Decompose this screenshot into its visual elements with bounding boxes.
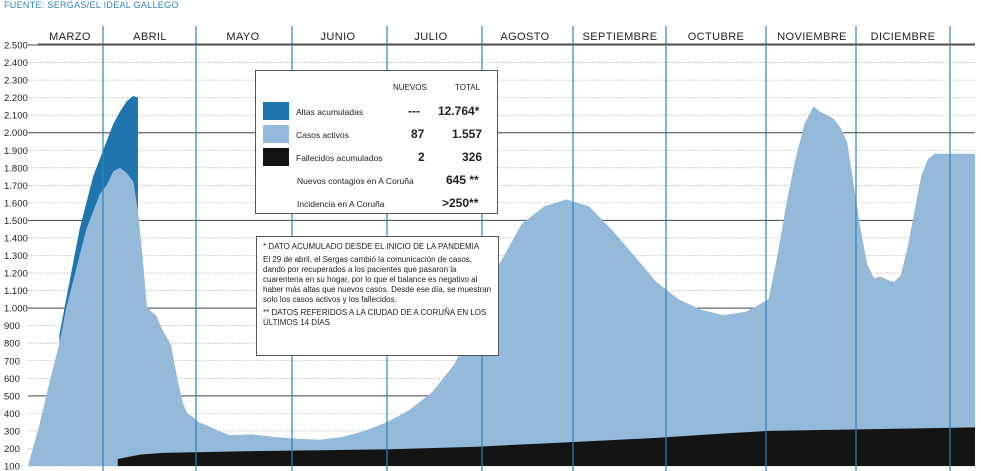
y-tick-label: 1.800 — [4, 163, 28, 175]
legend-total: >250** — [442, 196, 479, 210]
legend-total: 12.764* — [438, 104, 480, 118]
legend-row-fallecidos — [256, 148, 499, 168]
y-tick-label: 200 — [4, 443, 20, 455]
y-tick-label: 1.500 — [4, 215, 28, 227]
y-tick-label: 1.400 — [4, 233, 28, 245]
y-tick-label: 2.100 — [4, 110, 28, 122]
month-labels — [49, 31, 935, 43]
legend-box — [255, 70, 498, 214]
legend-nuevos: 87 — [411, 127, 425, 141]
month-label: NOVIEMBRE — [777, 31, 847, 43]
legend-label: Altas acumuladas — [296, 107, 364, 117]
legend-header-nuevos: NUEVOS — [393, 83, 427, 92]
legend-label: Fallecidos acumulados — [296, 153, 383, 163]
month-label: JULIO — [414, 31, 448, 43]
y-tick-label: 300 — [4, 426, 20, 438]
legend-row-incidencia — [256, 194, 499, 214]
legend-total: 645 ** — [446, 173, 479, 187]
y-tick-label: 1.300 — [4, 251, 28, 262]
month-label: ABRIL — [133, 31, 167, 43]
legend-nuevos: --- — [408, 104, 420, 118]
y-tick-label: 400 — [4, 408, 20, 420]
y-tick-label: 800 — [4, 338, 20, 350]
month-label: OCTUBRE — [687, 31, 745, 43]
legend-row-activos — [256, 125, 499, 145]
y-tick-label: 100 — [4, 461, 20, 471]
legend-label: Casos activos — [296, 130, 349, 140]
footnote-3: ** DATOS REFERIDOS A LA CIUDAD DE A CORUÑA EN LOS ÚLTIMOS 14 DÍAS — [263, 308, 487, 327]
legend-swatch-activos — [263, 125, 289, 143]
y-tick-label: 2.300 — [4, 75, 28, 87]
month-label: MAYO — [226, 31, 260, 43]
y-tick-label: 500 — [4, 391, 20, 403]
legend-nuevos: 2 — [418, 150, 425, 164]
series-casos-activos — [28, 106, 975, 466]
month-label: AGOSTO — [500, 31, 550, 43]
y-tick-label: 1.900 — [4, 145, 28, 157]
y-tick-label: 2.200 — [4, 93, 28, 105]
legend-total: 1.557 — [452, 127, 483, 141]
y-tick-label: 600 — [4, 373, 20, 385]
chart-source: FUENTE: SERGAS/EL IDEAL GALLEGO — [4, 0, 179, 10]
footnote-2: El 29 de abril, el Sergas cambió la comunicación de casos, dando por recuperados a los pacientes que pasaron la cuarentena en su hogar, por lo que el balance es negativo al haber más altas que nuevos casos. Desde ese día, se muestran solo los casos activos y los fallecidos. — [263, 255, 492, 304]
month-label: MARZO — [49, 31, 91, 43]
y-tick-label: 1.600 — [4, 198, 28, 210]
legend-label: Incidencia en A Coruña — [297, 199, 385, 209]
y-tick-label: 1.000 — [4, 303, 28, 315]
legend-row-contagios — [256, 171, 499, 191]
y-axis — [4, 41, 28, 471]
y-tick-label: 2.400 — [4, 58, 28, 70]
footnote-1: * DATO ACUMULADO DESDE EL INICIO DE LA PANDEMIA — [263, 242, 480, 251]
y-tick-label: 900 — [4, 321, 20, 333]
legend-row-altas — [256, 102, 499, 122]
month-label: JUNIO — [320, 31, 356, 43]
month-label: SEPTIEMBRE — [582, 31, 658, 43]
y-tick-label: 1.700 — [4, 180, 28, 192]
y-tick-label: 2.500 — [4, 40, 28, 52]
footnote-box — [256, 236, 499, 356]
y-tick-label: 700 — [4, 356, 20, 368]
y-tick-label: 1.100 — [4, 286, 28, 298]
y-tick-label: 1.200 — [4, 268, 28, 280]
data-areas — [28, 96, 975, 466]
month-label: DICIEMBRE — [870, 31, 936, 43]
legend-swatch-altas — [263, 102, 289, 120]
legend-label: Nuevos contagios en A Coruña — [297, 176, 414, 186]
legend-total: 326 — [462, 150, 483, 164]
y-tick-label: 2.000 — [4, 128, 28, 140]
legend-header-total: TOTAL — [455, 83, 481, 92]
legend-swatch-fallecidos — [263, 148, 289, 166]
